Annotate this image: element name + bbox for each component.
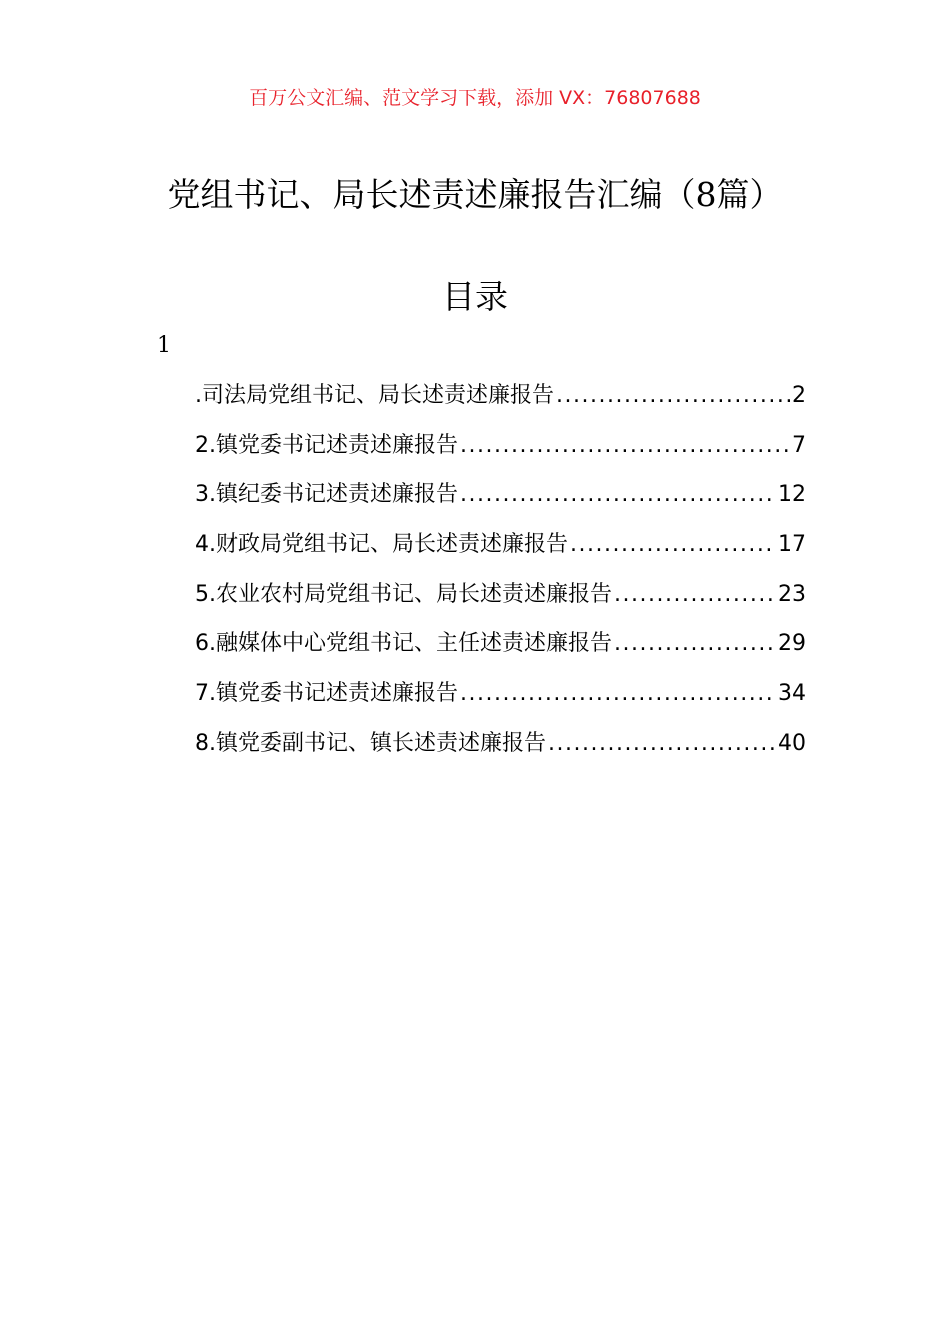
- title-suffix: 篇）: [716, 175, 783, 214]
- toc-entry-page: 2: [792, 383, 806, 408]
- toc-entry[interactable]: [195, 428, 806, 478]
- toc-entry-title: 8.镇党委副书记、镇长述责述廉报告: [195, 730, 546, 756]
- document-title: [0, 170, 950, 220]
- toc-entry-title: 6.融媒体中心党组书记、主任述责述廉报告: [195, 631, 612, 657]
- toc-heading: 目录: [442, 277, 508, 316]
- toc-entry[interactable]: [195, 378, 806, 428]
- toc-entry-page: 23: [778, 581, 806, 607]
- toc-entry-page: 12: [778, 482, 806, 508]
- toc-entry-title: .司法局党组书记、局长述责述廉报告: [195, 383, 554, 408]
- toc-entry[interactable]: [195, 726, 806, 776]
- dot-leader: [460, 428, 790, 464]
- dot-leader: [570, 527, 776, 563]
- dot-leader: [460, 676, 776, 712]
- dot-leader: [548, 726, 776, 762]
- title-prefix: 党组书记、局长述责述廉报告汇编（: [167, 175, 696, 214]
- toc-entry-page: 34: [778, 681, 806, 707]
- toc-entry-title: 5.农业农村局党组书记、局长述责述廉报告: [195, 581, 612, 607]
- list-number-marker: 1: [157, 333, 171, 358]
- table-of-contents: [195, 378, 806, 776]
- dot-leader: [614, 577, 776, 613]
- dot-leader: [556, 378, 790, 414]
- toc-entry-page: 40: [778, 730, 806, 756]
- dot-leader: [460, 477, 776, 513]
- toc-entry[interactable]: [195, 577, 806, 627]
- toc-entry[interactable]: [195, 477, 806, 527]
- toc-entry[interactable]: [195, 676, 806, 726]
- toc-entry-title: 2.镇党委书记述责述廉报告: [195, 432, 458, 458]
- download-notice: 百万公文汇编、范文学习下载，添加 VX：76807688: [249, 87, 701, 109]
- toc-entry-page: 29: [778, 631, 806, 657]
- dot-leader: [614, 626, 776, 662]
- toc-entry-page: 17: [778, 532, 806, 558]
- toc-entry-page: 7: [792, 432, 806, 458]
- title-count: 8: [695, 175, 717, 214]
- toc-entry-title: 4.财政局党组书记、局长述责述廉报告: [195, 532, 568, 558]
- toc-entry-title: 7.镇党委书记述责述廉报告: [195, 681, 458, 707]
- toc-entry-title: 3.镇纪委书记述责述廉报告: [195, 482, 458, 508]
- toc-entry[interactable]: [195, 527, 806, 577]
- toc-entry[interactable]: [195, 626, 806, 676]
